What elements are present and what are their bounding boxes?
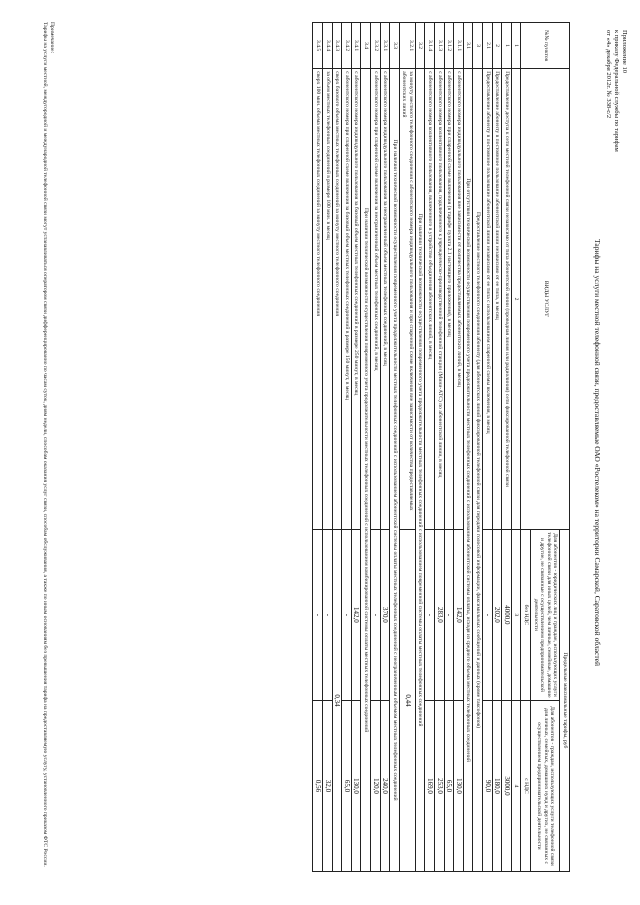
tariff-common: 0,44: [399, 529, 415, 871]
table-row: [332, 23, 342, 872]
table-row: [351, 23, 361, 872]
table-row: [322, 23, 332, 872]
tariff-legal: 142,0: [454, 529, 464, 700]
tariff-citizens: 0,56: [313, 700, 323, 871]
section-heading: При наличии технической возможности осуществления повременного учета продолжительности местных телефонных соединений с использованием комбинированной системы оплаты местных телефонных соединений: [361, 69, 371, 872]
service-description: Предоставление абоненту в постоянное пользование абонентской линии независимо от ее типа, в месяц: [492, 69, 502, 530]
service-description: с абонентского номера при спаренной схеме включения за базовый объем местных телефонных соединений в размере 150 минут, в месяц: [342, 69, 352, 530]
notes-heading: Примечание:: [49, 22, 55, 54]
table-row: [342, 23, 352, 872]
header-number: №№ пунктов: [521, 23, 570, 69]
notes-text: Тарифы на услуги местной, междугородной и международной телефонной связи могут устанавливаться оператором связи дифференцированно по часам суток, дням недели, способам оказания услуг связи, способам обслуживания, а также по иным основаниям без превышения тарифа на предоставляемую услугу, установленного приказом ФТС России.: [42, 22, 49, 867]
tariff-citizens: 240,0: [380, 700, 390, 871]
tariff-legal: -: [342, 529, 352, 700]
row-number: 2.1: [483, 23, 493, 69]
row-number: 3.1.4: [425, 23, 435, 69]
service-description: с абонентского номера при спаренной схеме включения за неограниченный объем местных телефонных соединений, в месяц: [370, 69, 380, 530]
service-description: Предоставление доступа к сети местной телефонной связи независимо от типа абонентской линии (проводная линия или радиолиния) сети фиксированной телефонной связи: [502, 69, 512, 530]
num-col-1: 1: [511, 23, 521, 69]
row-number: 3.2: [415, 23, 425, 69]
row-number: 3: [473, 23, 483, 69]
tariff-citizens: 120,0: [370, 700, 380, 871]
service-description: с абонентского номера коллективного пользования, подключенного к учрежденческо-производственной телефонной станции (Мини-АТС) по абонентской линии, в месяц: [435, 69, 445, 530]
tariff-citizens: 180,0: [492, 700, 502, 871]
service-description: сверх 100 мин. объема местных телефонных соединений за минуту местного телефонного соединения: [313, 69, 323, 530]
table-row: [435, 23, 445, 872]
tariff-legal: -: [425, 529, 435, 700]
tariff-citizens: 65,0: [444, 700, 454, 871]
header-citizens: Для абонентов - граждан, использующих услуги телефонной связи для личных, семейных, домашних нужд и других, не связанных с осуществлением предпринимательской деятельности: [531, 700, 560, 871]
tariff-legal: 283,0: [435, 529, 445, 700]
service-description: с абонентского номера при спаренной схеме включения (в тарифе пункта 2.1 настоящего приложения), в месяц: [444, 69, 454, 530]
tariff-legal: -: [313, 529, 323, 700]
table-body: [313, 23, 511, 872]
tariff-legal: -: [444, 529, 454, 700]
tariff-citizens: 130,0: [351, 700, 361, 871]
appendix-order: к приказу Федеральной службы по тарифам: [613, 30, 620, 152]
row-number: 2: [492, 23, 502, 69]
row-number: 3.4: [361, 23, 371, 69]
tariff-common: 0,34: [332, 529, 342, 871]
tariff-citizens: 169,0: [425, 700, 435, 871]
num-col-3: 3: [511, 529, 521, 700]
row-number: 3.1: [463, 23, 473, 69]
tariff-legal: 370,0: [380, 529, 390, 700]
table-row: [415, 23, 425, 872]
table-row: [502, 23, 512, 872]
row-number: 3.4.5: [313, 23, 323, 69]
header-services: ВИДЫ УСЛУГ: [521, 69, 570, 530]
section-heading: При наличии технической возможности осуществления повременного учета продолжительности местных телефонных соединений с использованием повременной системы оплаты местных телефонных соединений: [415, 69, 425, 872]
row-number: 3.4.3: [332, 23, 342, 69]
appendix-date: от «4» декабря 2012г. № 338-с/2: [605, 30, 612, 119]
tariff-legal: 142,0: [351, 529, 361, 700]
tariff-citizens: 3000,0: [502, 700, 512, 871]
row-number: 3.3.2: [370, 23, 380, 69]
header-vat-citizens: с НДС: [521, 700, 531, 871]
document-title: [593, 0, 602, 905]
num-col-2: 2: [511, 69, 521, 530]
service-description: с абонентского номера индивидуального пользования за неограниченный объем местных телефонных соединений, в месяц: [380, 69, 390, 530]
table-row: [380, 23, 390, 872]
table-row: [483, 23, 493, 872]
table-row: [492, 23, 502, 872]
table-row: [390, 23, 400, 872]
table-row: [313, 23, 323, 872]
row-number: 3.3: [390, 23, 400, 69]
tariff-citizens: 32,0: [322, 700, 332, 871]
service-description: с абонентского номера индивидуального пользования за базовый объем местных телефонных соединений в размере 250 минут, в месяц: [351, 69, 361, 530]
row-number: 1: [502, 23, 512, 69]
row-number: 3.4.4: [322, 23, 332, 69]
tariff-table: [312, 22, 570, 872]
num-col-4: 4: [511, 700, 521, 871]
tariff-legal: 4000,0: [502, 529, 512, 700]
table-row: [454, 23, 464, 872]
row-number: 3.4.1: [351, 23, 361, 69]
table-row: [463, 23, 473, 872]
row-number: 3.4.2: [342, 23, 352, 69]
section-heading: При наличии технической возможности осуществления повременного учета продолжительности местных телефонных соединений с использованием абонентской системы оплаты местных телефонных соединений с неограниченным объемом местных телефонных соединений: [390, 69, 400, 872]
header-legal: Для абонентов - юридических лиц и граждан, использующих услуги телефонной связи для иных целей, чем личные, семейные, домашние и другие, не связанные с осуществлением предпринимательской деятельности: [531, 529, 560, 700]
title-line: Тарифы на услуги местной телефонной связи, предоставляемые ОАО «Ростелеком» на территории Самарской, Саратовской областей: [593, 239, 602, 666]
row-number: 3.3.1: [380, 23, 390, 69]
tariff-legal: -: [322, 529, 332, 700]
header-vat-legal: без НДС: [521, 529, 531, 700]
service-description: с абонентского номера индивидуального пользования вне зависимости от количества предоставляемых абонентских линий, в месяц: [454, 69, 464, 530]
appendix-header: [604, 30, 628, 152]
tariff-citizens: 90,0: [483, 700, 493, 871]
appendix-number: Приложение 10: [621, 30, 628, 74]
table-row: [399, 23, 415, 872]
tariff-legal: -: [483, 529, 493, 700]
notes: [41, 22, 55, 872]
service-description: с абонентского номера коллективного пользования, включенного в устройство объединения абонентских линий, в месяц: [425, 69, 435, 530]
row-number: 3.2.1: [399, 23, 415, 69]
header-tariffs-group: Предельные максимальные тарифы, руб: [560, 529, 570, 871]
service-description: за минуту местного телефонного соединения с абонентского номера индивидуального пользования и при спаренной схеме включения вне зависимости от количества предоставляемых абонентских линий: [399, 69, 415, 530]
row-number: 3.1.1: [454, 23, 464, 69]
section-heading: При отсутствии технической возможности осуществления повременного учета продолжительности местных телефонных соединений с использованием абонентской системы оплаты, исходя из среднего объема местных телефонных соединений: [463, 69, 473, 872]
tariff-legal: 202,0: [492, 529, 502, 700]
tariff-legal: -: [370, 529, 380, 700]
row-number: 3.1.2: [444, 23, 454, 69]
service-description: Предоставление абоненту в постоянное пользование абонентской линии независимо от ее типа с использованием спаренной схемы включения, в месяц: [483, 69, 493, 530]
table-row: [444, 23, 454, 872]
table-row: [425, 23, 435, 872]
tariff-citizens: 65,0: [342, 700, 352, 871]
table-row: [473, 23, 483, 872]
service-description: за объем местных телефонных соединений в размере 100 мин. в месяц: [322, 69, 332, 530]
tariff-citizens: 253,0: [435, 700, 445, 871]
table-row: [361, 23, 371, 872]
tariff-citizens: 130,0: [454, 700, 464, 871]
section-heading: Предоставление местного телефонного соединения абоненту (для абонентских линий фиксированной телефонной связи для передачи голосовой информации, факсимильных сообщений и данных (кроме таксофонов): [473, 69, 483, 872]
table-row: [370, 23, 380, 872]
service-description: сверх базового объема местных телефонных соединений за минуту местного телефонного соединения: [332, 69, 342, 530]
row-number: 3.1.3: [435, 23, 445, 69]
